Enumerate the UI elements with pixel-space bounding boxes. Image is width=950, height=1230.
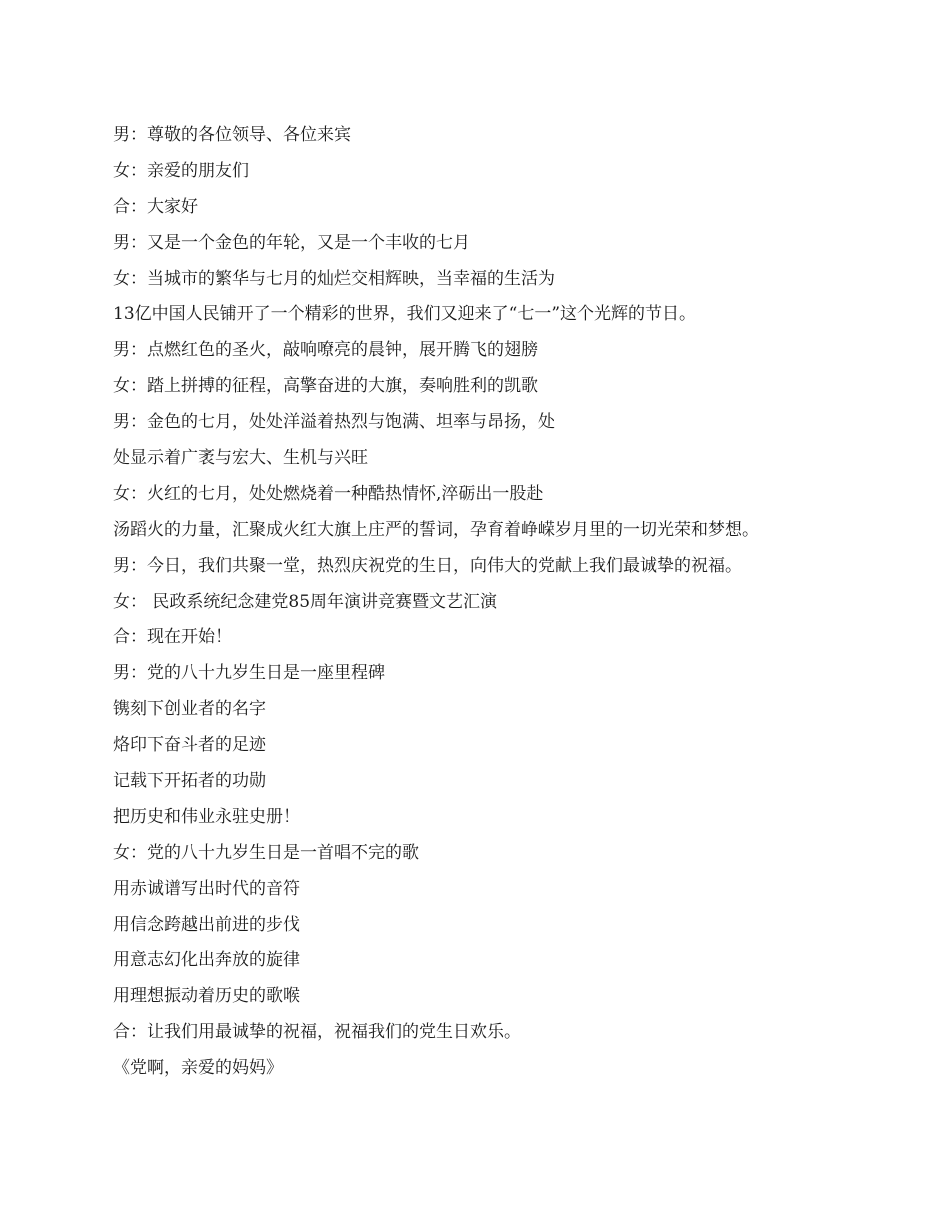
poem-line: 把历史和伟业永驻史册！ (113, 806, 300, 827)
dialogue-line: 男：尊敬的各位领导、各位来宾 (113, 125, 351, 145)
dialogue-line: 女： 民政系统纪念建党85周年演讲竞赛暨文艺汇演 (113, 591, 498, 612)
dialogue-line: 女：当城市的繁华与七月的灿烂交相辉映，当幸福的生活为 (113, 268, 555, 289)
poem-line: 女：党的八十九岁生日是一首唱不完的歌 (113, 842, 419, 863)
poem-line: 用意志幻化出奔放的旋律 (113, 950, 300, 971)
poem-line: 镌刻下创业者的名字 (113, 699, 266, 720)
dialogue-line: 男：又是一个金色的年轮，又是一个丰收的七月 (113, 232, 470, 253)
dialogue-line: 男：金色的七月，处处洋溢着热烈与饱满、坦率与昂扬，处 (113, 412, 555, 433)
dialogue-line: 女：亲爱的朋友们 (113, 160, 249, 181)
dialogue-line: 汤蹈火的力量，汇聚成火红大旗上庄严的誓词，孕育着峥嵘岁月里的一切光荣和梦想。 (113, 519, 759, 540)
dialogue-line: 13亿中国人民铺开了一个精彩的世界，我们又迎来了“七一”这个光辉的节日。 (113, 304, 697, 325)
dialogue-line: 男：今日，我们共聚一堂，热烈庆祝党的生日，向伟大的党献上我们最诚挚的祝福。 (113, 555, 742, 576)
dialogue-line: 合：现在开始！ (113, 627, 232, 648)
dialogue-line: 男：点燃红色的圣火，敲响嘹亮的晨钟，展开腾飞的翅膀 (113, 340, 538, 361)
dialogue-line: 女：火红的七月，处处燃烧着一种酷热情怀,淬砺出一股赴 (113, 483, 544, 504)
poem-line: 男：党的八十九岁生日是一座里程碑 (113, 663, 385, 684)
poem-line: 用理想振动着历史的歌喉 (113, 986, 300, 1007)
section-title: 《党啊，亲爱的妈妈》 (113, 1058, 283, 1079)
poem-line: 烙印下奋斗者的足迹 (113, 735, 266, 756)
document-body (113, 118, 873, 1087)
dialogue-line: 合：让我们用最诚挚的祝福，祝福我们的党生日欢乐。 (113, 1022, 521, 1043)
dialogue-line: 处显示着广袤与宏大、生机与兴旺 (113, 448, 368, 469)
poem-line: 用赤诚谱写出时代的音符 (113, 878, 300, 899)
poem-line: 记载下开拓者的功勋 (113, 771, 266, 792)
dialogue-line: 合：大家好 (113, 196, 198, 217)
poem-line: 用信念跨越出前进的步伐 (113, 914, 300, 935)
dialogue-line: 女：踏上拼搏的征程，高擎奋进的大旗，奏响胜利的凯歌 (113, 376, 538, 397)
